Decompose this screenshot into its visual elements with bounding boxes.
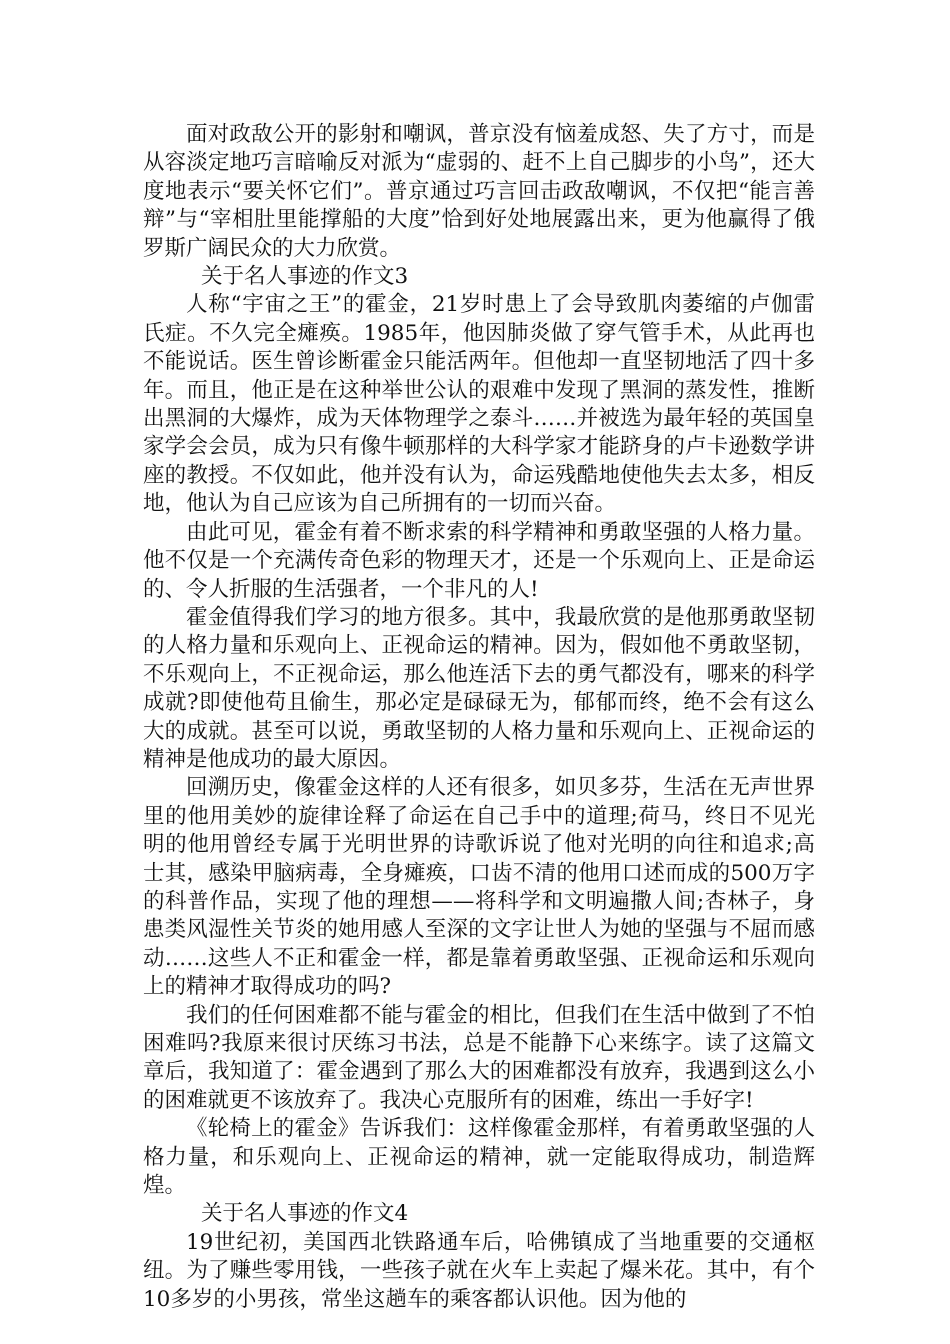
- paragraph-hawking-intro: 人称“宇宙之王”的霍金，21岁时患上了会导致肌肉萎缩的卢伽雷氏症。不久完全瘫痪。1985年，他因肺炎做了穿气管手术，从此再也不能说话。医生曾诊断霍金只能活两年。但他却一直坚韧地活了四十多年。而且，他正是在这种举世公认的艰难中发现了黑洞的蒸发性，推断出黑洞的大爆炸，成为天体物理学之泰斗……并被选为最年轻的英国皇家学会会员，成为只有像牛顿那样的大科学家才能跻身的卢卡逊数学讲座的教授。不仅如此，他并没有认为，命运残酷地使他失去太多，相反地，他认为自己应该为自己所拥有的一切而兴奋。: [143, 292, 815, 517]
- section-heading-essay-4: 关于名人事迹的作文4: [201, 1201, 409, 1227]
- paragraph-conclusion: 《轮椅上的霍金》告诉我们：这样像霍金那样，有着勇敢坚强的人格力量，和乐观向上、正视命运的精神，就一定能取得成功，制造辉煌。: [143, 1116, 815, 1199]
- paragraph-personal-reflection: 我们的任何困难都不能与霍金的相比，但我们在生活中做到了不怕困难吗?我原来很讨厌练习书法，总是不能静下心来练字。读了这篇文章后，我知道了：霍金遇到了那么大的困难都没有放弃，我遇到这么小的困难就更不该放弃了。我决心克服所有的困难，练出一手好字!: [143, 1002, 815, 1113]
- section-heading-essay-3: 关于名人事迹的作文3: [201, 264, 409, 290]
- paragraph-history-examples: 回溯历史，像霍金这样的人还有很多，如贝多芬，生活在无声世界里的他用美妙的旋律诠释了命运在自己手中的道理;荷马，终日不见光明的他用曾经专属于光明世界的诗歌诉说了他对光明的向往和追求;高士其，感染甲脑病毒，全身瘫痪，口齿不清的他用口述而成的500万字的科普作品，实现了他的理想——将科学和文明遍撒人间;杏林子，身患类风湿性关节炎的她用感人至深的文字让世人为她的坚强与不屈而感动……这些人不正和霍金一样，都是靠着勇敢坚强、正视命运和乐观向上的精神才取得成功的吗?: [143, 775, 815, 1000]
- document-page: [143, 121, 815, 1314]
- paragraph-edison-intro: 19世纪初，美国西北铁路通车后，哈佛镇成了当地重要的交通枢纽。为了赚些零用钱，一些孩子就在火车上卖起了爆米花。其中，有个10多岁的小男孩，常坐这趟车的乘客都认识他。因为他的: [143, 1229, 815, 1312]
- paragraph-hawking-lessons: 霍金值得我们学习的地方很多。其中，我最欣赏的是他那勇敢坚韧的人格力量和乐观向上、正视命运的精神。因为，假如他不勇敢坚韧，不乐观向上，不正视命运，那么他连活下去的勇气都没有，哪来的科学成就?即使他苟且偷生，那必定是碌碌无为，郁郁而终，绝不会有这么大的成就。甚至可以说，勇敢坚韧的人格力量和乐观向上、正视命运的精神是他成功的最大原因。: [143, 604, 815, 772]
- paragraph-hawking-spirit: 由此可见，霍金有着不断求索的科学精神和勇敢坚强的人格力量。他不仅是一个充满传奇色彩的物理天才，还是一个乐观向上、正是命运的、令人折服的生活强者，一个非凡的人!: [143, 519, 815, 602]
- paragraph-putin-rebuttal: 面对政敌公开的影射和嘲讽，普京没有恼羞成怒、失了方寸，而是从容淡定地巧言暗喻反对派为“虚弱的、赶不上自己脚步的小鸟”，还大度地表示“要关怀它们”。普京通过巧言回击政敌嘲讽，不仅把“能言善辩”与“宰相肚里能撑船的大度”恰到好处地展露出来，更为他赢得了俄罗斯广阔民众的大力欣赏。: [143, 122, 815, 261]
